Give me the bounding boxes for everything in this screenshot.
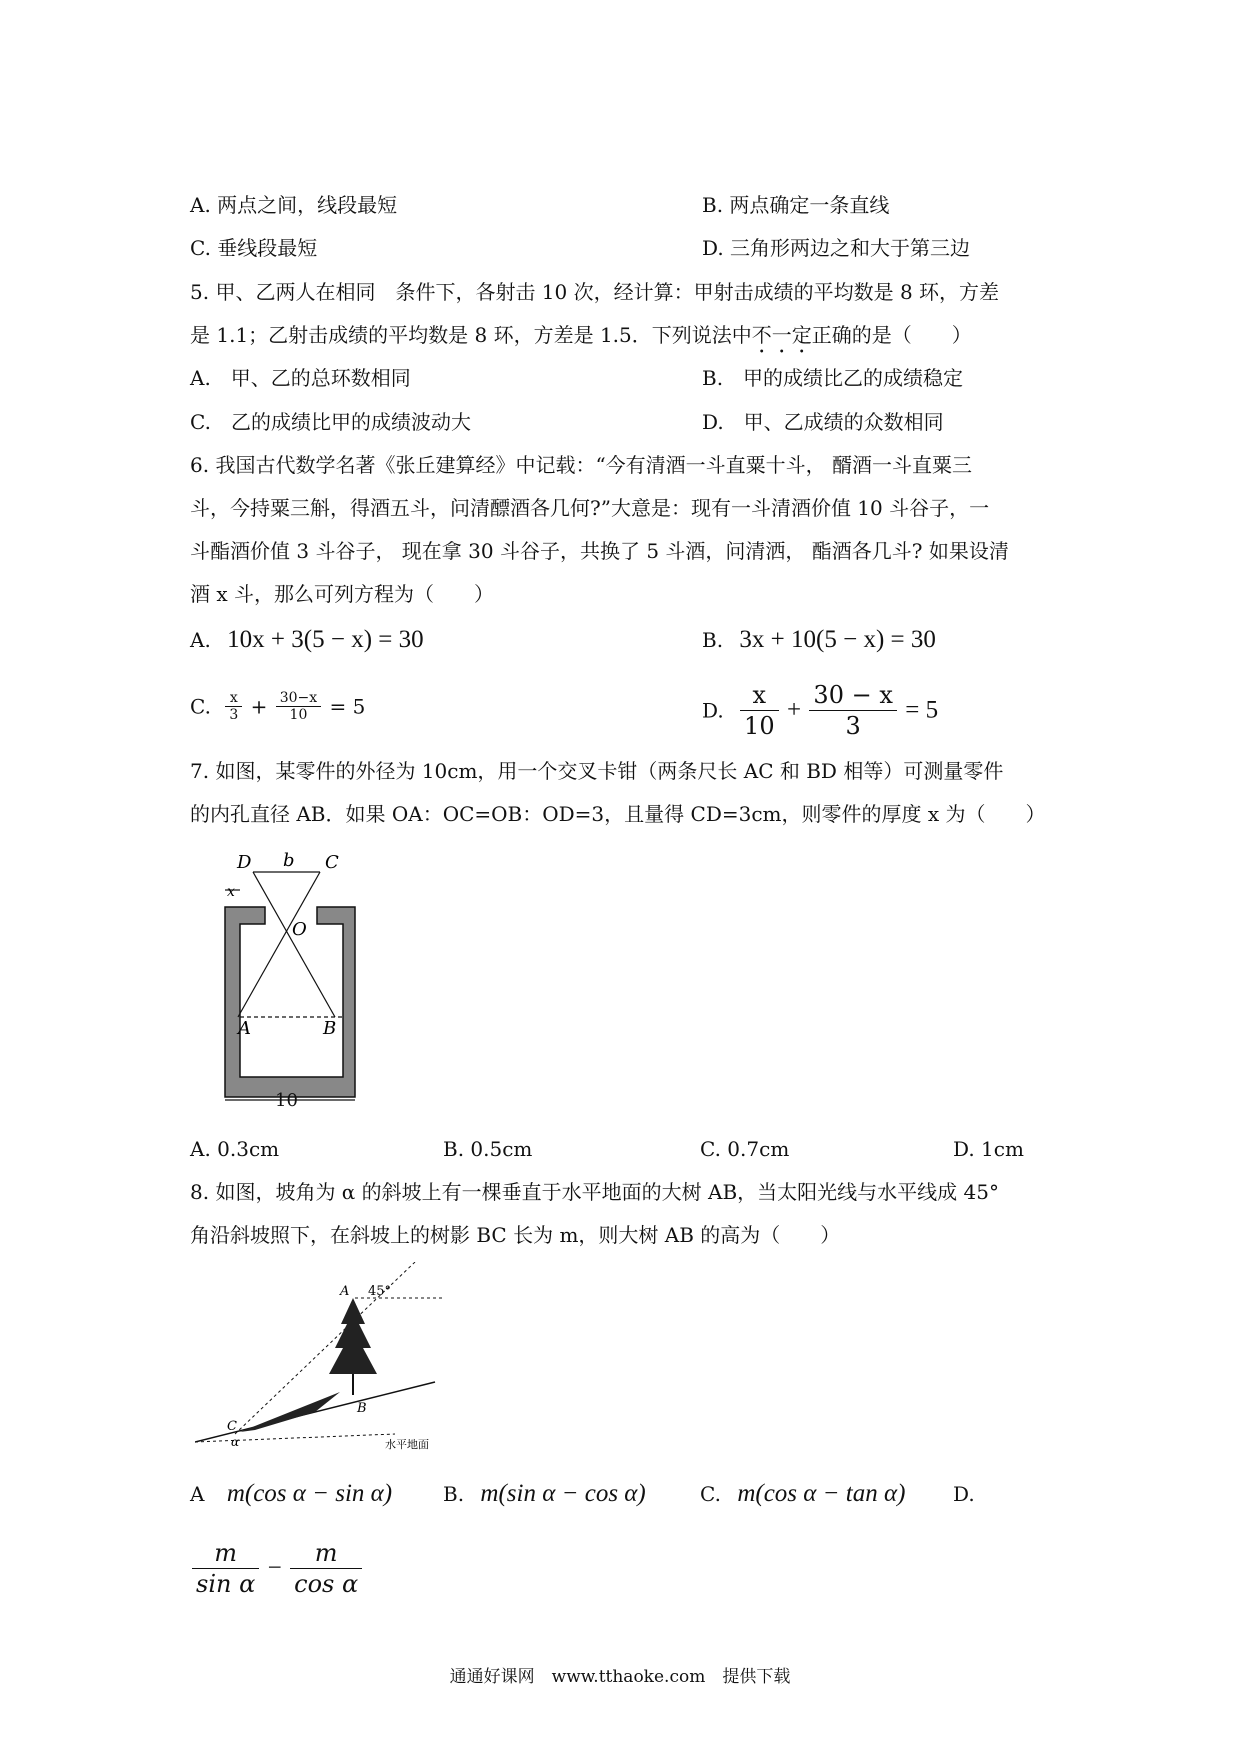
tree-icon xyxy=(329,1298,377,1374)
fraction xyxy=(225,690,242,723)
label-a: A xyxy=(238,1018,251,1039)
option-label: B. xyxy=(702,628,724,652)
numerator: m xyxy=(192,1538,259,1569)
q8-option-a xyxy=(190,1480,392,1508)
expression: m(cos α − tan α) xyxy=(737,1480,906,1507)
label-b: B xyxy=(357,1401,367,1416)
q4-option-d: D. 三角形两边之和大于第三边 xyxy=(702,236,971,260)
minus-sign: − xyxy=(267,1554,282,1582)
q5-option-b: B. 甲的成绩比乙的成绩稳定 xyxy=(702,366,964,390)
rhs: = 5 xyxy=(329,694,366,719)
denominator: 10 xyxy=(289,707,308,723)
caliper-arm-db xyxy=(253,872,335,1017)
option-label: A xyxy=(190,1482,205,1506)
numerator: 30−x xyxy=(276,690,321,707)
q5-option-c: C. 乙的成绩比甲的成绩波动大 xyxy=(190,410,471,434)
q4-option-b: B. 两点确定一条直线 xyxy=(702,193,890,217)
q5-stem-text: 是 1.1；乙射击成绩的平均数是 8 环，方差是 1.5．下列说法中 xyxy=(190,323,752,347)
slope-tree-figure xyxy=(195,1262,465,1452)
q4-option-c: C. 垂线段最短 xyxy=(190,236,318,260)
q8-option-c xyxy=(700,1480,905,1508)
q4-option-a: A. 两点之间，线段最短 xyxy=(190,193,398,217)
q8-option-b xyxy=(443,1480,646,1508)
label-ground: 水平地面 xyxy=(385,1438,429,1451)
label-10: 10 xyxy=(275,1090,298,1107)
q5-stem-line2 xyxy=(190,321,972,358)
denominator: 3 xyxy=(845,712,861,740)
footer-watermark: 通通好课网 www.tthaoke.com 提供下载 xyxy=(449,1667,791,1687)
label-b: B xyxy=(323,1018,337,1039)
fraction xyxy=(290,1538,362,1599)
numerator: 30 − x xyxy=(809,680,896,711)
expression: m(sin α − cos α) xyxy=(480,1480,646,1507)
label-d: D xyxy=(237,852,252,873)
q5-stem-line1: 5. 甲、乙两人在相同 条件下，各射击 10 次，经计算：甲射击成绩的平均数是 8 环，方差 xyxy=(190,280,1000,304)
option-label: D. xyxy=(702,698,724,723)
q6-option-c xyxy=(190,690,365,723)
option-label: C. xyxy=(700,1482,721,1506)
numerator: x xyxy=(225,690,242,707)
q5-option-a: A. 甲、乙的总环数相同 xyxy=(190,366,411,390)
q7-option-c: C. 0.7cm xyxy=(700,1137,790,1161)
label-c: C xyxy=(325,852,339,873)
label-alpha: α xyxy=(231,1435,240,1449)
fraction xyxy=(740,680,779,741)
caliper-arm-ca xyxy=(238,872,320,1017)
q6-stem-line3: 斗酯酒价值 3 斗谷子， 现在拿 30 斗谷子，共换了 5 斗酒，问清洒， 酯酒各几斗? 如果设清 xyxy=(190,539,1009,563)
q5-option-d: D. 甲、乙成绩的众数相同 xyxy=(702,410,944,434)
plus-sign: + xyxy=(250,694,268,719)
q6-option-b xyxy=(702,626,936,654)
q8-option-d xyxy=(190,1538,364,1599)
fraction xyxy=(276,690,321,723)
option-label: C. xyxy=(190,694,211,719)
denominator: 3 xyxy=(229,707,239,723)
equation: 10x + 3(5 − x) = 30 xyxy=(227,626,424,653)
q6-stem-line4: 酒 x 斗，那么可列方程为（ ） xyxy=(190,582,494,606)
plus-sign: + xyxy=(786,696,802,724)
q6-option-d xyxy=(702,680,938,741)
fraction xyxy=(809,680,896,741)
rhs: = 5 xyxy=(905,696,939,724)
caliper-figure xyxy=(195,852,375,1107)
label-a: A xyxy=(340,1284,350,1299)
q7-option-a: A. 0.3cm xyxy=(190,1137,280,1161)
q5-stem-end: 正确的是（ ） xyxy=(811,323,972,347)
fraction xyxy=(192,1538,259,1599)
option-label: B. xyxy=(443,1482,465,1506)
q7-stem-line1: 7. 如图，某零件的外径为 10cm，用一个交叉卡钳（两条尺长 AC 和 BD 相等）可测量零件 xyxy=(190,759,1004,783)
denominator: cos α xyxy=(294,1570,359,1598)
tree-shadow xyxy=(240,1392,340,1432)
q7-stem-line2: 的内孔直径 AB．如果 OA：OC=OB：OD=3，且量得 CD=3cm，则零件的厚度 x 为（ ） xyxy=(190,802,1046,826)
q7-option-d: D. 1cm xyxy=(953,1137,1024,1161)
q8-stem-line1: 8. 如图，坡角为 α 的斜坡上有一棵垂直于水平地面的大树 AB，当太阳光线与水平线成 45° xyxy=(190,1180,999,1204)
q6-stem-line1: 6. 我国古代数学名著《张丘建算经》中记载：“今有清酒一斗直粟十斗， 醑酒一斗直粟三 xyxy=(190,453,973,477)
label-x: x xyxy=(227,884,235,900)
q8-stem-line2: 角沿斜坡照下，在斜坡上的树影 BC 长为 m，则大树 AB 的高为（ ） xyxy=(190,1223,841,1247)
q5-emphasis: 不一定 xyxy=(751,323,812,347)
equation: 3x + 10(5 − x) = 30 xyxy=(739,626,936,653)
numerator: m xyxy=(290,1538,362,1569)
part-cross-section xyxy=(225,907,355,1097)
label-b-small: b xyxy=(283,852,295,871)
q8-option-d-label: D. xyxy=(953,1482,975,1506)
label-o: O xyxy=(292,919,307,940)
q6-option-a xyxy=(190,626,424,654)
option-label: A. xyxy=(190,628,211,652)
denominator: sin α xyxy=(196,1570,256,1598)
q7-option-b: B. 0.5cm xyxy=(443,1137,533,1161)
q6-stem-line2: 斗，今持粟三斛，得酒五斗，问清醥酒各几何?”大意是：现有一斗清酒价值 10 斗谷子，一 xyxy=(190,496,990,520)
expression: m(cos α − sin α) xyxy=(226,1480,393,1507)
numerator: x xyxy=(740,680,779,711)
label-c: C xyxy=(227,1419,237,1434)
denominator: 10 xyxy=(744,712,775,740)
label-45deg: 45° xyxy=(368,1284,392,1299)
